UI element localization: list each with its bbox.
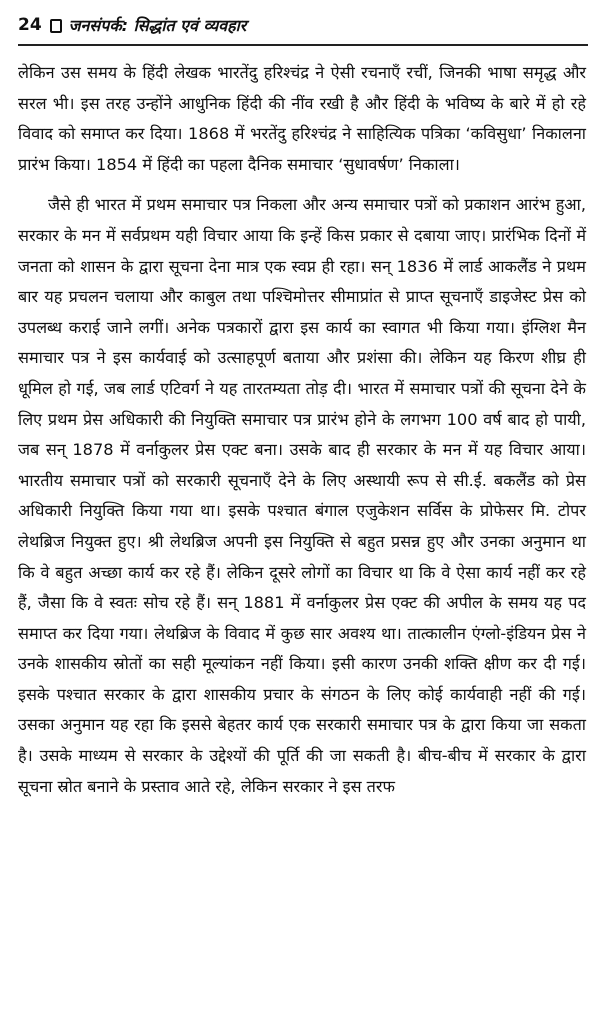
running-header — [18, 0, 586, 44]
body-text — [18, 58, 586, 802]
paragraph-2: जैसे ही भारत में प्रथम समाचार पत्र निकला और अन्य समाचार पत्रों को प्रकाशन आरंभ हुआ, सरकार के मन में सर्वप्रथम यही विचार आया कि इन्हें किस प्रकार से दबाया जाए। प्रारंभिक दिनों में जनता को शासन के द्वारा सूचना देना मात्र एक स्वप्न ही रहा। सन् 1836 में लार्ड आकलैंड ने प्रथम बार यह प्रचलन चलाया और काबुल तथा पश्चिमोत्तर सीमाप्रांत से प्राप्त सूचनाएँ डाइजेस्ट प्रेस को उपलब्ध कराई जाने लगीं। अनेक पत्रकारों द्वारा इस कार्य का स्वागत भी किया गया। इंग्लिश मैन समाचार पत्र ने इस कार्यवाई को उत्साहपूर्ण बताया और प्रशंसा की। लेकिन यह किरण शीघ्र ही धूमिल हो गई, जब लार्ड एटिवर्ग ने यह तारतम्यता तोड़ दी। भारत में समाचार पत्रों की सूचना देने के लिए प्रथम प्रेस अधिकारी की नियुक्ति समाचार पत्र प्रारंभ होने के लगभग 100 वर्ष बाद हो पायी, जब सन् 1878 में वर्नाकुलर प्रेस एक्ट बना। उसके बाद ही सरकार के मन में यह विचार आया। भारतीय समाचार पत्रों को सरकारी सूचनाएँ देने के लिए अस्थायी रूप से सी.ई. बकलैंड को प्रेस अधिकारी नियुक्ति किया गया था। इसके पश्चात बंगाल एजुकेशन सर्विस के प्रोफेसर मि. टोपर लेथब्रिज नियुक्त हुए। श्री लेथब्रिज अपनी इस नियुक्ति से बहुत प्रसन्न हुए और उनका अनुमान था कि वे बहुत अच्छा कार्य कर रहे हैं। लेकिन दूसरे लोगों का विचार था कि वे ऐसा कार्य नहीं कर रहे हैं, जैसा कि वे स्वतः सोच रहे हैं। सन् 1881 में वर्नाकुलर प्रेस एक्ट की अपील के समय यह पद समाप्त कर दिया गया। लेथब्रिज के विवाद में कुछ सार अवश्य था। तात्कालीन एंग्लो-इंडियन प्रेस ने उनके शासकीय स्रोतों का सही मूल्यांकन नहीं किया। इसी कारण उनकी शक्ति क्षीण कर दी गई। इसके पश्चात सरकार के द्वारा शासकीय प्रचार के संगठन के लिए कोई कार्यवाही नहीं की गई। उसका अनुमान यह रहा कि इससे बेहतर कार्य एक सरकारी समाचार पत्र के द्वारा किया जा सकता है। उसके माध्यम से सरकार के उद्देश्यों की पूर्ति की जा सकती है। बीच-बीच में सरकार के द्वारा सूचना स्रोत बनाने के प्रस्ताव आते रहे, लेकिन सरकार ने इस तरफ — [18, 195, 586, 796]
paragraph-1: लेकिन उस समय के हिंदी लेखक भारतेंदु हरिश्चंद्र ने ऐसी रचनाएँ रचीं, जिनकी भाषा समृद्ध और सरल भी। इस तरह उन्होंने आधुनिक हिंदी की नींव रखी है और हिंदी के भविष्य के बारे में हो रहे विवाद को समाप्त कर दिया। 1868 में भरतेंदु हरिश्चंद्र ने साहित्यिक पत्रिका ‘कविसुधा’ निकालना प्रारंभ किया। 1854 में हिंदी का पहला दैनिक समाचार ‘सुधावर्षण’ निकाला। — [18, 63, 586, 174]
page-number: 24 — [18, 15, 42, 35]
header-divider — [18, 44, 588, 46]
square-ornament-icon — [50, 19, 62, 33]
book-title: जनसंपर्क: सिद्धांत एवं व्यवहार — [68, 16, 247, 35]
